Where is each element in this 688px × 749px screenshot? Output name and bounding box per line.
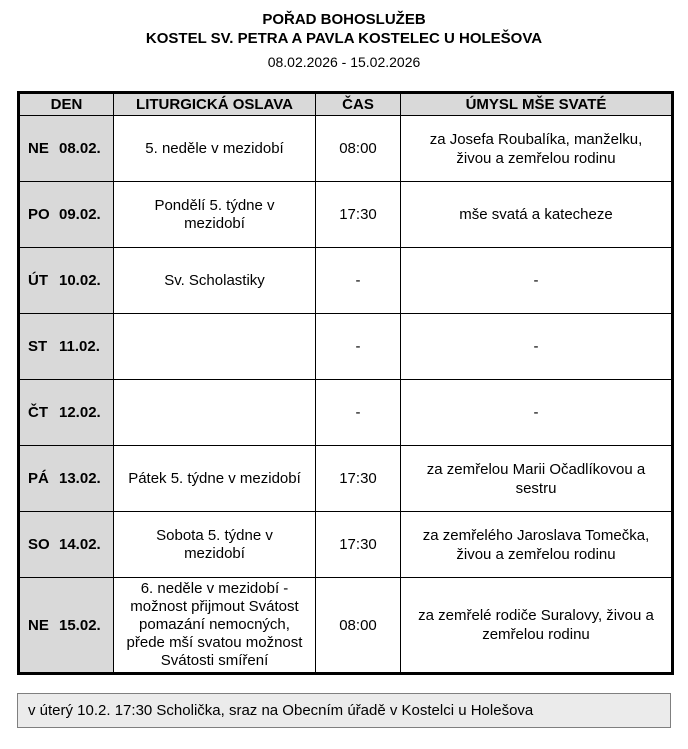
table-row [19,446,673,512]
celebration-cell: 6. neděle v mezidobí - možnost přijmout Svátost pomazání nemocných, přede mší svatou možnost Svátosti smíření [114,578,316,674]
time-cell: - [316,314,401,380]
table-row [19,314,673,380]
intention-cell: - [401,248,673,314]
day-abbr: ÚT [28,272,48,289]
intention-cell: - [401,380,673,446]
celebration-cell: Pondělí 5. týdne v mezidobí [114,182,316,248]
day-abbr: NE [28,140,49,157]
column-header-liturgicka-oslava: LITURGICKÁ OSLAVA [114,93,316,116]
document-subtitle: KOSTEL SV. PETRA A PAVLA KOSTELEC U HOLEŠOVA [145,30,543,47]
day-date: 12.02. [59,404,101,421]
column-header-cas: ČAS [316,93,401,116]
day-abbr: PÁ [28,470,49,487]
day-abbr: ST [28,338,48,355]
time-cell: 08:00 [316,578,401,674]
table-row [19,512,673,578]
day-date: 09.02. [59,206,101,223]
celebration-cell [114,380,316,446]
time-cell: - [316,380,401,446]
document-header [17,10,671,70]
day-date: 11.02. [59,338,100,355]
intention-cell: za zemřelé rodiče Suralovy, živou a zemřelou rodinu [401,578,673,674]
day-date: 10.02. [59,272,101,289]
day-cell [19,116,114,182]
table-row [19,248,673,314]
footer-note: v úterý 10.2. 17:30 Scholička, sraz na Obecním úřadě v Kostelci u Holešova [17,693,671,728]
day-abbr: SO [28,536,50,553]
time-cell: 17:30 [316,446,401,512]
time-cell: 08:00 [316,116,401,182]
table-row [19,380,673,446]
day-abbr: PO [28,206,50,223]
intention-cell: za Josefa Roubalíka, manželku, živou a zemřelou rodinu [401,116,673,182]
day-abbr: NE [28,616,49,634]
intention-cell: mše svatá a katecheze [401,182,673,248]
table-header-row [19,93,673,116]
day-date: 15.02. [59,616,101,634]
table-row [19,182,673,248]
time-cell: - [316,248,401,314]
table-row [19,116,673,182]
table-row [19,578,673,674]
schedule-table [17,91,674,675]
day-date: 08.02. [59,140,101,157]
date-range: 08.02.2026 - 15.02.2026 [267,54,421,70]
day-cell [19,314,114,380]
celebration-cell [114,314,316,380]
celebration-cell: Pátek 5. týdne v mezidobí [114,446,316,512]
time-cell: 17:30 [316,512,401,578]
day-cell [19,182,114,248]
day-cell [19,380,114,446]
day-cell [19,512,114,578]
day-abbr: ČT [28,404,48,421]
intention-cell: - [401,314,673,380]
column-header-umysl: ÚMYSL MŠE SVATÉ [401,93,673,116]
intention-cell: za zemřelého Jaroslava Tomečka, živou a zemřelou rodinu [401,512,673,578]
celebration-cell: Sv. Scholastiky [114,248,316,314]
intention-cell: za zemřelou Marii Očadlíkovou a sestru [401,446,673,512]
time-cell: 17:30 [316,182,401,248]
celebration-cell: 5. neděle v mezidobí [114,116,316,182]
day-cell [19,578,114,674]
day-cell [19,248,114,314]
day-date: 13.02. [59,470,101,487]
document-title: POŘAD BOHOSLUŽEB [262,11,426,28]
celebration-cell: Sobota 5. týdne v mezidobí [114,512,316,578]
column-header-den: DEN [19,93,114,116]
day-cell [19,446,114,512]
day-date: 14.02. [59,536,101,553]
